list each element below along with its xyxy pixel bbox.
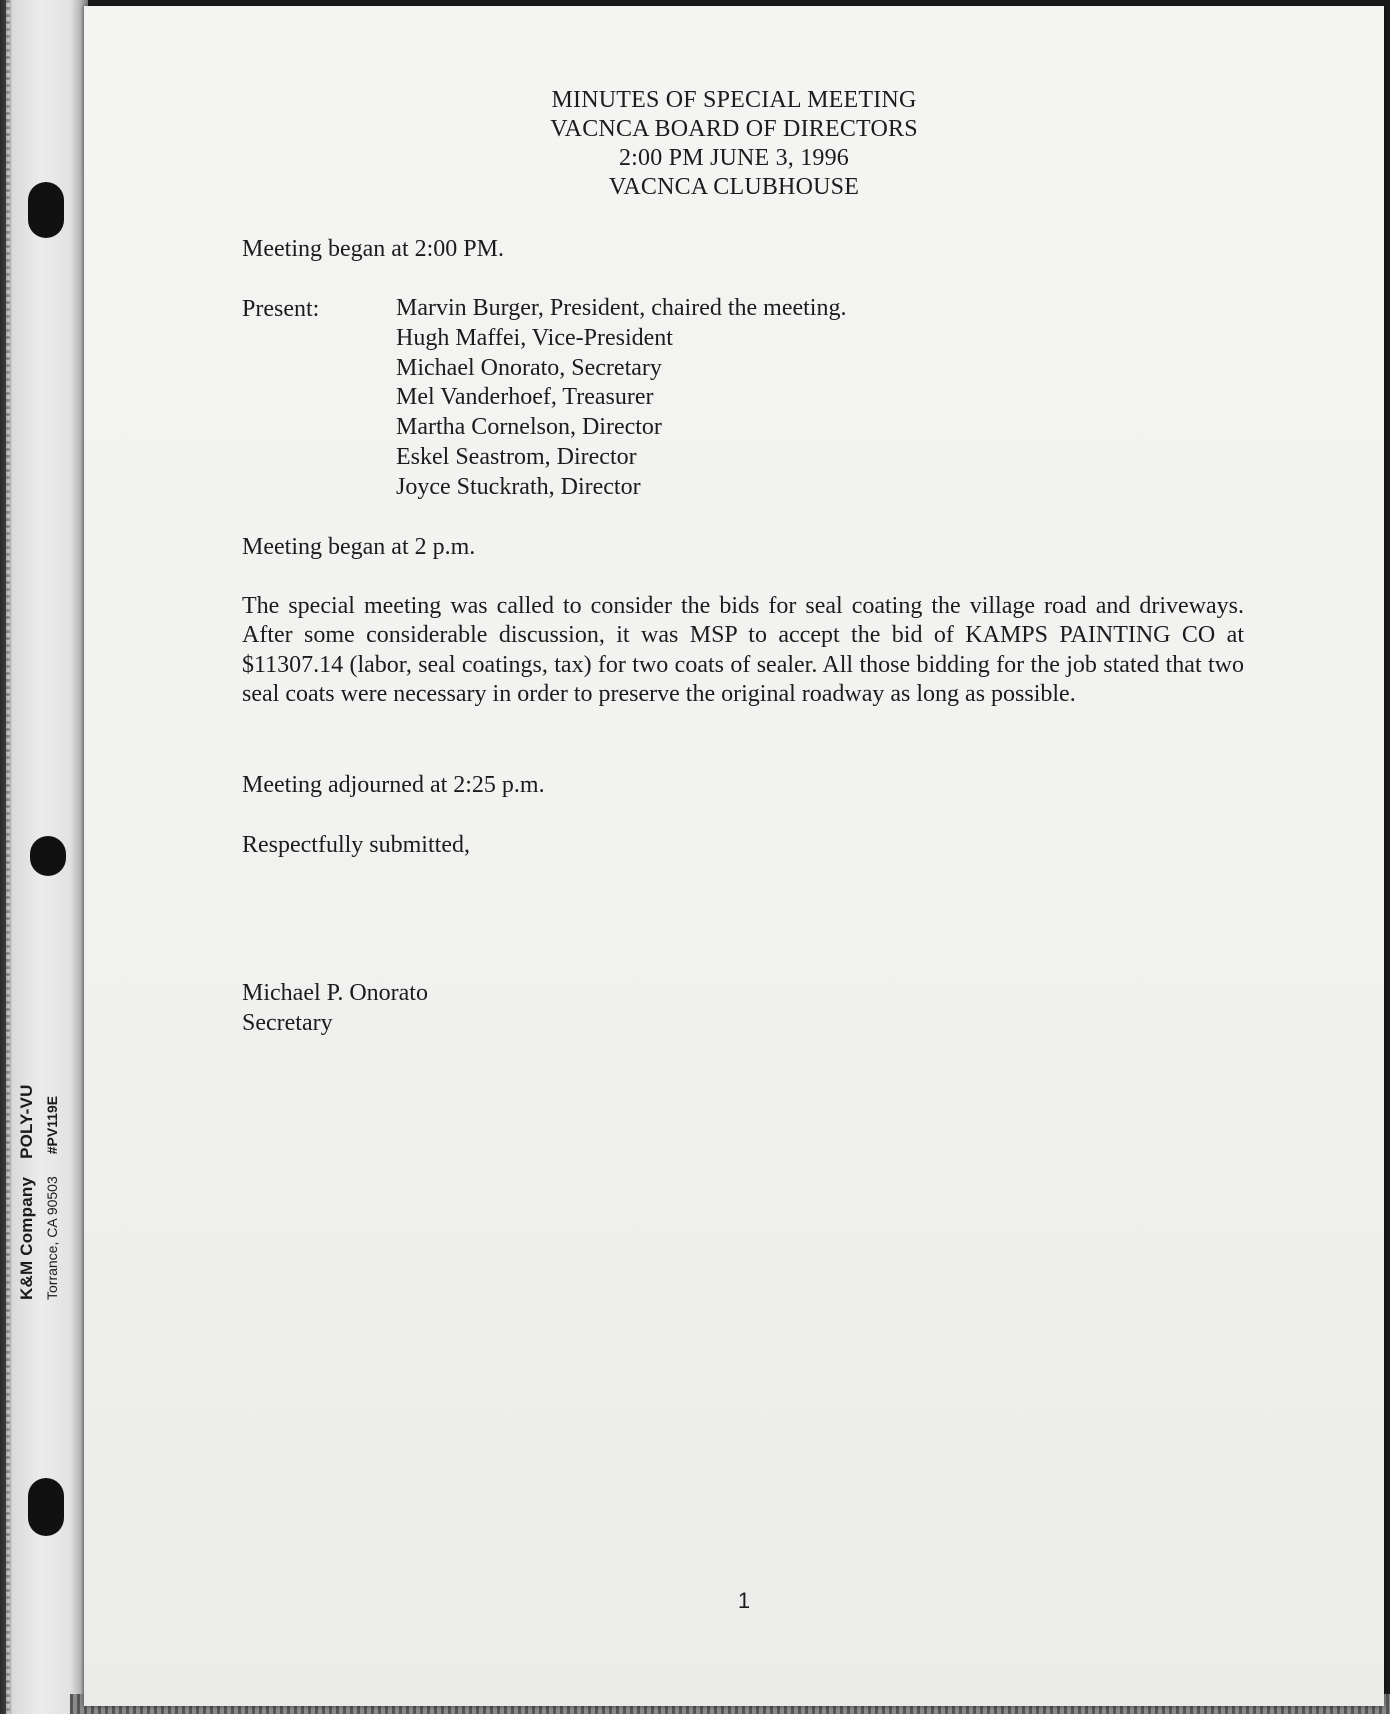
signature-block — [242, 978, 428, 1038]
page-number: 1 — [737, 1588, 751, 1613]
brand-code: #PV119E — [44, 1095, 60, 1155]
attendee-item: Michael Onorato, Secretary — [396, 354, 662, 381]
binder-hole-middle — [30, 836, 66, 876]
title-line-1: MINUTES OF SPECIAL MEETING — [551, 87, 917, 113]
attendee-item: Joyce Stuckrath, Director — [396, 473, 641, 500]
brand-company: K&M Company — [17, 1176, 36, 1300]
closing-line: Respectfully submitted, — [242, 832, 470, 858]
meeting-began-note: Meeting began at 2 p.m. — [242, 534, 476, 560]
sheet-protector-edge — [0, 0, 88, 1714]
title-line-3: 2:00 PM JUNE 3, 1996 — [618, 145, 850, 171]
attendee-item: Martha Cornelson, Director — [396, 414, 662, 441]
sleeve-brand-label — [14, 1020, 70, 1300]
signer-title: Secretary — [242, 1010, 333, 1036]
binder-hole-bottom — [28, 1478, 64, 1536]
attendee-list — [396, 294, 846, 503]
attendee-item: Hugh Maffei, Vice-President — [396, 324, 673, 351]
attendee-item: Eskel Seastrom, Director — [396, 443, 637, 470]
attendee-item: Mel Vanderhoef, Treasurer — [396, 384, 654, 411]
present-label: Present: — [242, 296, 320, 322]
brand-location: Torrance, CA 90503 — [44, 1176, 60, 1300]
attendee-item: Marvin Burger, President, chaired the meeting. — [396, 295, 847, 321]
meeting-body-paragraph: The special meeting was called to consider the bids for seal coating the village road and driveways. After some considerable discussion, it was MSP to accept the bid of KAMPS PAINTING CO at $11307.14 (labor, seal coatings, tax) for two coats of sealer. All those bidding for the job stated that two seal coats were necessary in order to preserve the original roadway as long as possible. — [242, 593, 1244, 708]
title-line-4: VACNCA CLUBHOUSE — [608, 174, 860, 200]
binder-hole-top — [28, 182, 64, 238]
brand-product: POLY-VU — [17, 1084, 36, 1159]
title-line-2: VACNCA BOARD OF DIRECTORS — [550, 116, 918, 142]
document-page — [84, 6, 1384, 1706]
signer-name: Michael P. Onorato — [242, 980, 428, 1006]
document-title-block — [84, 86, 1384, 202]
meeting-adjourned: Meeting adjourned at 2:25 p.m. — [242, 772, 545, 798]
meeting-opening: Meeting began at 2:00 PM. — [242, 236, 504, 262]
